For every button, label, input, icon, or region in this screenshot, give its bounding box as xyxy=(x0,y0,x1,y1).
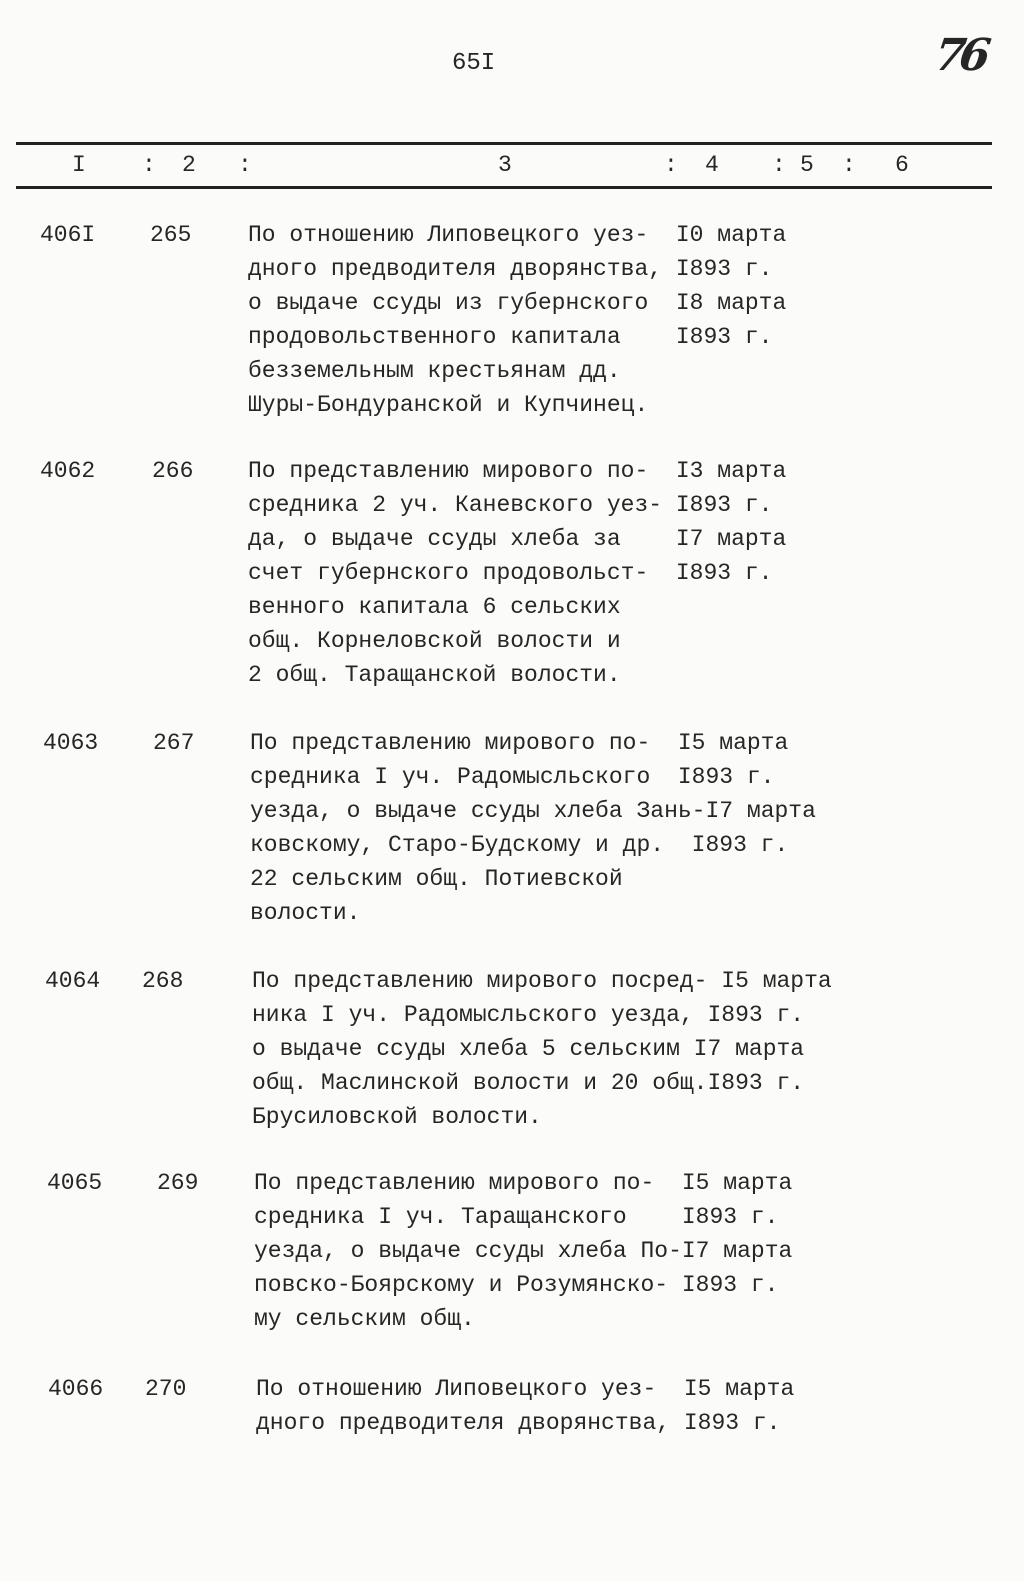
line-date: I893 г. xyxy=(675,560,773,586)
col-sep: : xyxy=(772,152,786,178)
col-header-1: I xyxy=(72,152,86,178)
entry-number: 4065 xyxy=(47,1170,103,1196)
line-date: I893 г. xyxy=(675,492,773,518)
line-date: I893 г. xyxy=(693,1002,805,1028)
line-text: му сельским общ. xyxy=(254,1306,475,1332)
entry-number: 406I xyxy=(40,222,96,248)
line-text: дного предводителя дворянства, xyxy=(248,256,663,282)
line-text: Шуры-Бондуранской и Купчинец. xyxy=(248,392,649,418)
entry-line xyxy=(248,624,786,658)
entry-line xyxy=(248,218,786,252)
line-text: Брусиловской волости. xyxy=(252,1104,542,1130)
line-date: I893 г. xyxy=(707,1070,805,1096)
entry-line xyxy=(254,1302,792,1336)
entry-line xyxy=(248,454,786,488)
entry-line xyxy=(248,252,786,286)
line-text: волости. xyxy=(250,900,361,926)
line-text: уезда, о выдаче ссуды хлеба Зань- xyxy=(250,798,706,824)
entry-line xyxy=(254,1200,792,1234)
entry-number: 4062 xyxy=(40,458,96,484)
line-date: I893 г. xyxy=(683,1410,781,1436)
handwritten-folio-number: 76 xyxy=(931,30,988,81)
line-text: По отношению Липовецкого уез- xyxy=(248,222,649,248)
entry-description xyxy=(252,964,832,1134)
entry-line xyxy=(254,1166,792,1200)
line-text: счет губернского продовольст- xyxy=(248,560,649,586)
line-text: повско-Боярскому и Розумянско- xyxy=(254,1272,669,1298)
line-date: I7 марта xyxy=(679,1036,805,1062)
entry-line xyxy=(248,320,786,354)
entry-number: 4066 xyxy=(48,1376,104,1402)
line-text: общ. Маслинской волости и 20 общ. xyxy=(252,1070,708,1096)
entry-line xyxy=(252,1032,832,1066)
entry-line xyxy=(250,896,816,930)
entry-sub-number: 268 xyxy=(142,968,184,994)
line-date: I0 марта xyxy=(675,222,787,248)
header-bottom-rule xyxy=(16,186,992,189)
line-date: I7 марта xyxy=(705,798,816,824)
entry-line xyxy=(252,1066,832,1100)
entry-line xyxy=(248,388,786,422)
line-text: По представлению мирового по- xyxy=(248,458,649,484)
line-text: продовольственного капитала xyxy=(248,324,621,350)
line-text: По представлению мирового по- xyxy=(254,1170,655,1196)
col-header-6: 6 xyxy=(895,152,909,178)
line-date: I3 марта xyxy=(675,458,787,484)
entry-line xyxy=(252,1100,832,1134)
entry-line xyxy=(248,488,786,522)
entry-line xyxy=(254,1234,792,1268)
entry-line xyxy=(250,862,816,896)
line-text: средника I уч. Радомысльского xyxy=(250,764,651,790)
line-text: ника I уч. Радомысльского уезда, xyxy=(252,1002,694,1028)
entry-sub-number: 269 xyxy=(157,1170,199,1196)
line-date: I893 г. xyxy=(675,324,773,350)
entry-line xyxy=(252,964,832,998)
line-text: 2 общ. Таращанской волости. xyxy=(248,662,621,688)
line-date: I893 г. xyxy=(675,256,773,282)
entry-description xyxy=(256,1372,794,1440)
line-text: По отношению Липовецкого уез- xyxy=(256,1376,657,1402)
line-text: ковскому, Старо-Будскому и др. xyxy=(250,832,665,858)
line-text: да, о выдаче ссуды хлеба за xyxy=(248,526,621,552)
entry-line xyxy=(250,794,816,828)
line-date: I5 марта xyxy=(677,730,789,756)
col-sep: : xyxy=(842,152,856,178)
line-date: I893 г. xyxy=(677,764,775,790)
entry-description xyxy=(248,218,786,422)
entry-line xyxy=(248,658,786,692)
col-header-2: 2 xyxy=(182,152,196,178)
line-text: уезда, о выдаче ссуды хлеба По- xyxy=(254,1238,682,1264)
line-text: о выдаче ссуды хлеба 5 сельским xyxy=(252,1036,680,1062)
entry-line xyxy=(248,522,786,556)
line-date: I8 марта xyxy=(675,290,787,316)
line-date: I7 марта xyxy=(675,526,787,552)
entry-sub-number: 266 xyxy=(152,458,194,484)
entry-line xyxy=(256,1372,794,1406)
col-sep: : xyxy=(142,152,156,178)
line-date: I5 марта xyxy=(681,1170,793,1196)
entry-line xyxy=(252,998,832,1032)
entry-sub-number: 270 xyxy=(145,1376,187,1402)
col-header-5: 5 xyxy=(800,152,814,178)
entry-description xyxy=(250,726,816,930)
line-text: средника I уч. Таращанского xyxy=(254,1204,627,1230)
entry-line xyxy=(250,726,816,760)
entry-line xyxy=(248,354,786,388)
col-header-4: 4 xyxy=(705,152,719,178)
entry-description xyxy=(254,1166,792,1336)
entry-number: 4064 xyxy=(45,968,101,994)
line-text: средника 2 уч. Каневского уез- xyxy=(248,492,663,518)
entry-line xyxy=(248,286,786,320)
entry-sub-number: 267 xyxy=(153,730,195,756)
line-date: I893 г. xyxy=(681,1272,779,1298)
line-text: По представлению мирового посред- xyxy=(252,968,708,994)
line-text: 22 сельским общ. Потиевской xyxy=(250,866,623,892)
entry-line xyxy=(256,1406,794,1440)
column-header-row xyxy=(0,152,1024,182)
line-text: венного капитала 6 сельских xyxy=(248,594,621,620)
col-sep: : xyxy=(664,152,678,178)
line-date: I7 марта xyxy=(681,1238,793,1264)
line-text: По представлению мирового по- xyxy=(250,730,651,756)
header-top-rule xyxy=(16,142,992,145)
entry-line xyxy=(254,1268,792,1302)
line-date: I5 марта xyxy=(683,1376,795,1402)
line-text: общ. Корнеловской волости и xyxy=(248,628,621,654)
entry-number: 4063 xyxy=(43,730,99,756)
line-date: I893 г. xyxy=(677,832,789,858)
entry-line xyxy=(248,556,786,590)
line-text: безземельным крестьянам дд. xyxy=(248,358,621,384)
entry-description xyxy=(248,454,786,692)
entry-line xyxy=(250,828,816,862)
entry-sub-number: 265 xyxy=(150,222,192,248)
line-text: о выдаче ссуды из губернского xyxy=(248,290,649,316)
col-sep: : xyxy=(238,152,252,178)
col-header-3: 3 xyxy=(498,152,512,178)
line-text: дного предводителя дворянства, xyxy=(256,1410,671,1436)
line-date: I893 г. xyxy=(681,1204,779,1230)
page-number: 65I xyxy=(452,50,496,77)
entry-line xyxy=(248,590,786,624)
entry-line xyxy=(250,760,816,794)
line-date: I5 марта xyxy=(707,968,832,994)
